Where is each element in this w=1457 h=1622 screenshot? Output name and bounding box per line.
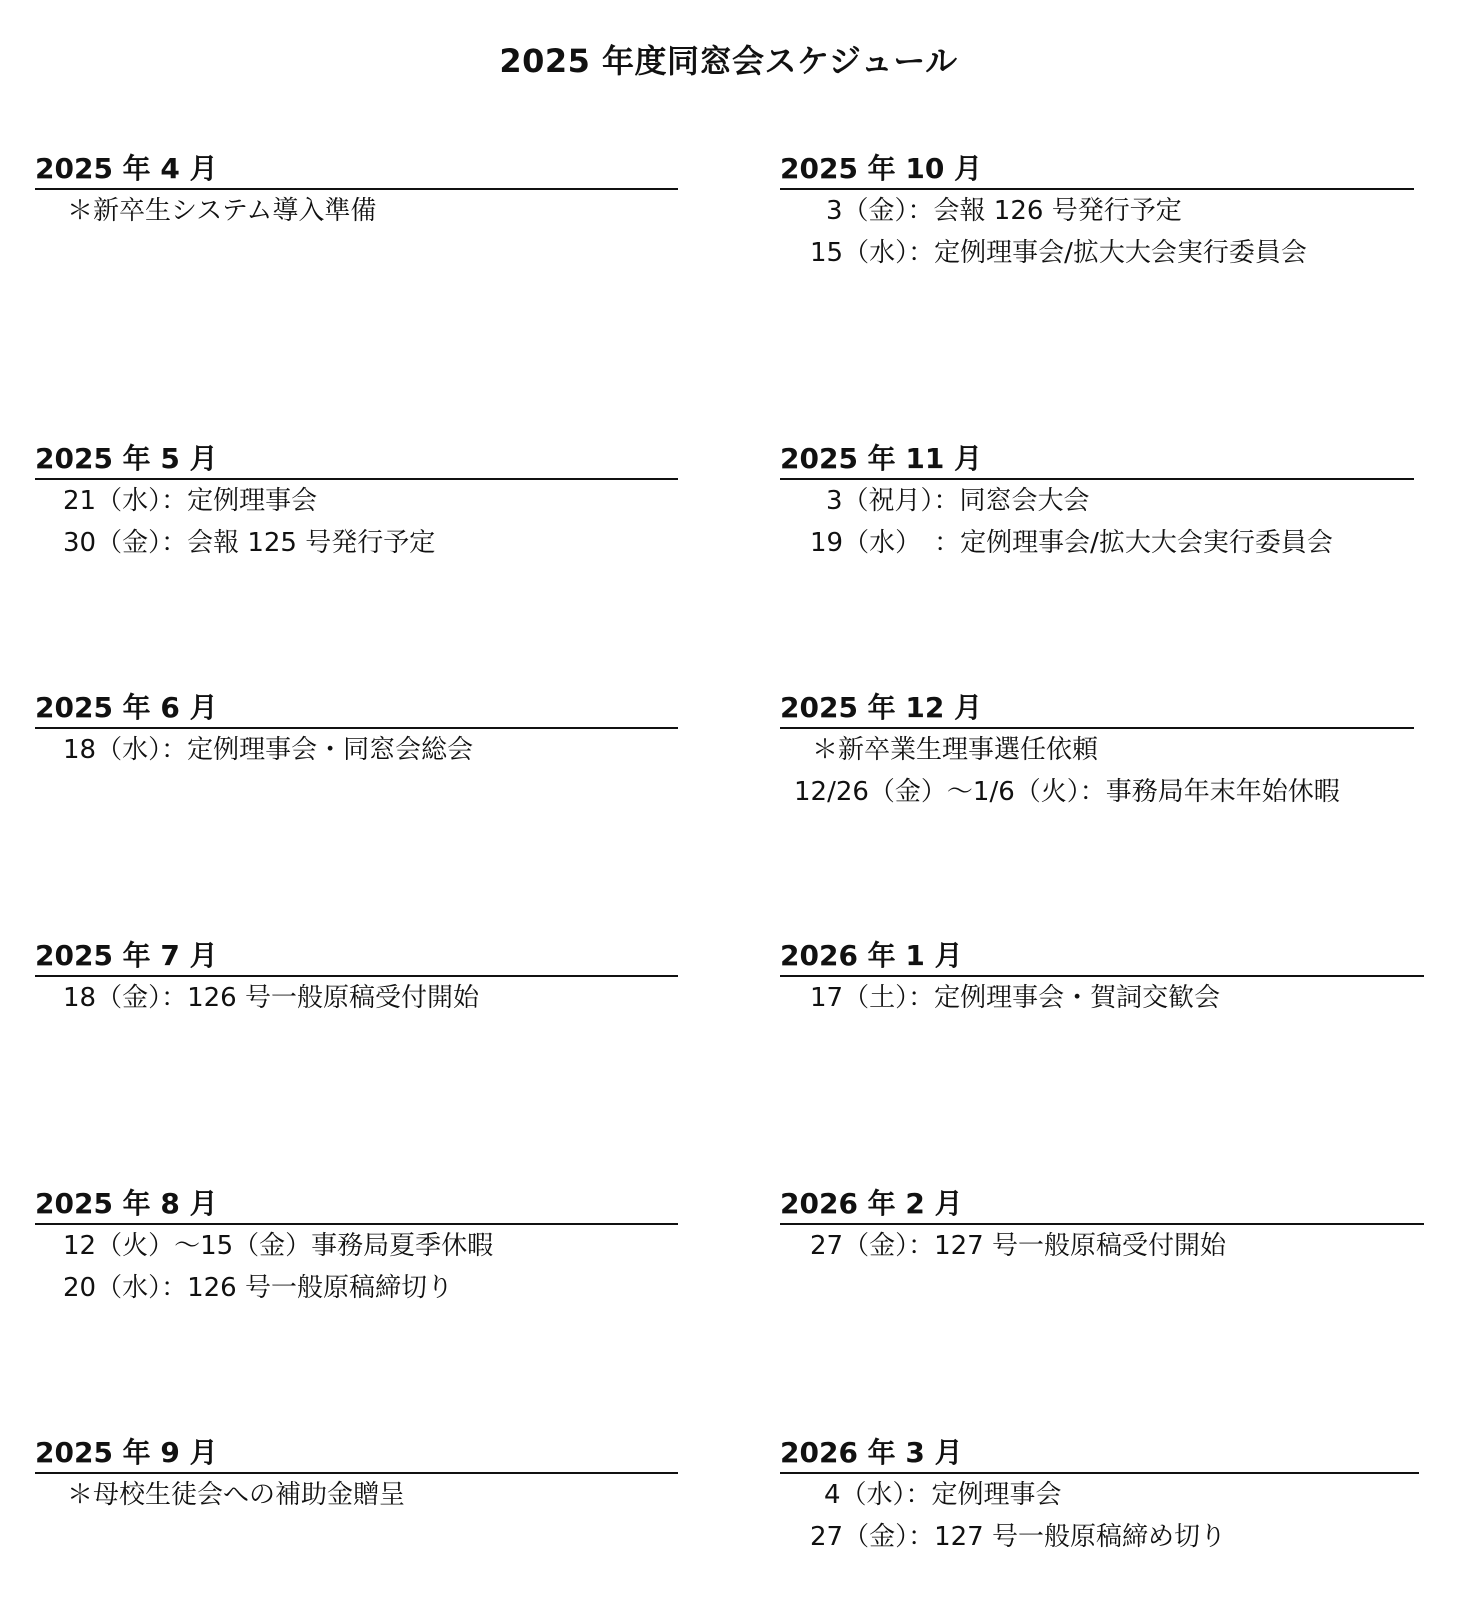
event-list [35, 1225, 678, 1309]
month-2025-07 [35, 938, 678, 1019]
event-item: 12/26（金）～1/6（火）：事務局年末年始休暇 [794, 777, 1340, 807]
event-item: 21（水）：定例理事会 [63, 486, 318, 516]
event-item: 12（火）～15（金）事務局夏季休暇 [63, 1231, 494, 1261]
event-item: 19（水） ：定例理事会/拡大大会実行委員会 [810, 528, 1333, 558]
event-item: 18（金）：126 号一般原稿受付開始 [63, 983, 479, 1013]
event-item: 18（水）：定例理事会・同窓会総会 [63, 735, 474, 765]
month-heading: 2026 年 2 月 [780, 1186, 1424, 1225]
event-list [780, 729, 1414, 813]
month-heading: 2025 年 6 月 [35, 690, 678, 729]
event-item: ＊母校生徒会への補助金贈呈 [67, 1480, 406, 1510]
event-list [780, 1225, 1424, 1267]
month-2025-12 [780, 690, 1414, 813]
month-heading: 2026 年 3 月 [780, 1435, 1419, 1474]
month-heading: 2025 年 12 月 [780, 690, 1414, 729]
month-2025-10 [780, 151, 1414, 274]
month-heading: 2025 年 10 月 [780, 151, 1414, 190]
month-2025-11 [780, 441, 1414, 564]
month-heading: 2025 年 4 月 [35, 151, 678, 190]
month-2025-05 [35, 441, 678, 564]
month-2026-01 [780, 938, 1424, 1019]
month-2026-02 [780, 1186, 1424, 1267]
event-list [35, 1474, 678, 1516]
event-item: 30（金）：会報 125 号発行予定 [63, 528, 436, 558]
month-heading: 2025 年 7 月 [35, 938, 678, 977]
event-item: 20（水）：126 号一般原稿締切り [63, 1273, 453, 1303]
month-heading: 2025 年 11 月 [780, 441, 1414, 480]
month-heading: 2025 年 8 月 [35, 1186, 678, 1225]
event-list [35, 480, 678, 564]
month-2025-08 [35, 1186, 678, 1309]
event-item: ＊新卒生システム導入準備 [67, 196, 377, 226]
month-2025-06 [35, 690, 678, 771]
month-2025-04 [35, 151, 678, 232]
event-item: 4（水）：定例理事会 [824, 1480, 1062, 1510]
event-item: 3（金）：会報 126 号発行予定 [826, 196, 1182, 226]
page-title: 2025 年度同窓会スケジュール [499, 42, 958, 80]
month-2025-09 [35, 1435, 678, 1516]
event-list [35, 977, 678, 1019]
event-list [35, 729, 678, 771]
event-list [780, 1474, 1419, 1558]
month-2026-03 [780, 1435, 1419, 1558]
event-item: 17（土）：定例理事会・賀詞交歓会 [810, 983, 1221, 1013]
event-item: 27（金）：127 号一般原稿受付開始 [810, 1231, 1226, 1261]
month-heading: 2025 年 5 月 [35, 441, 678, 480]
event-list [780, 480, 1414, 564]
month-heading: 2025 年 9 月 [35, 1435, 678, 1474]
event-list [35, 190, 678, 232]
event-item: 3（祝月）：同窓会大会 [826, 486, 1090, 516]
event-item: ＊新卒業生理事選任依頼 [812, 735, 1099, 765]
event-item: 27（金）：127 号一般原稿締め切り [810, 1522, 1226, 1552]
event-list [780, 977, 1424, 1019]
month-heading: 2026 年 1 月 [780, 938, 1424, 977]
event-item: 15（水）：定例理事会/拡大大会実行委員会 [810, 238, 1307, 268]
event-list [780, 190, 1414, 274]
